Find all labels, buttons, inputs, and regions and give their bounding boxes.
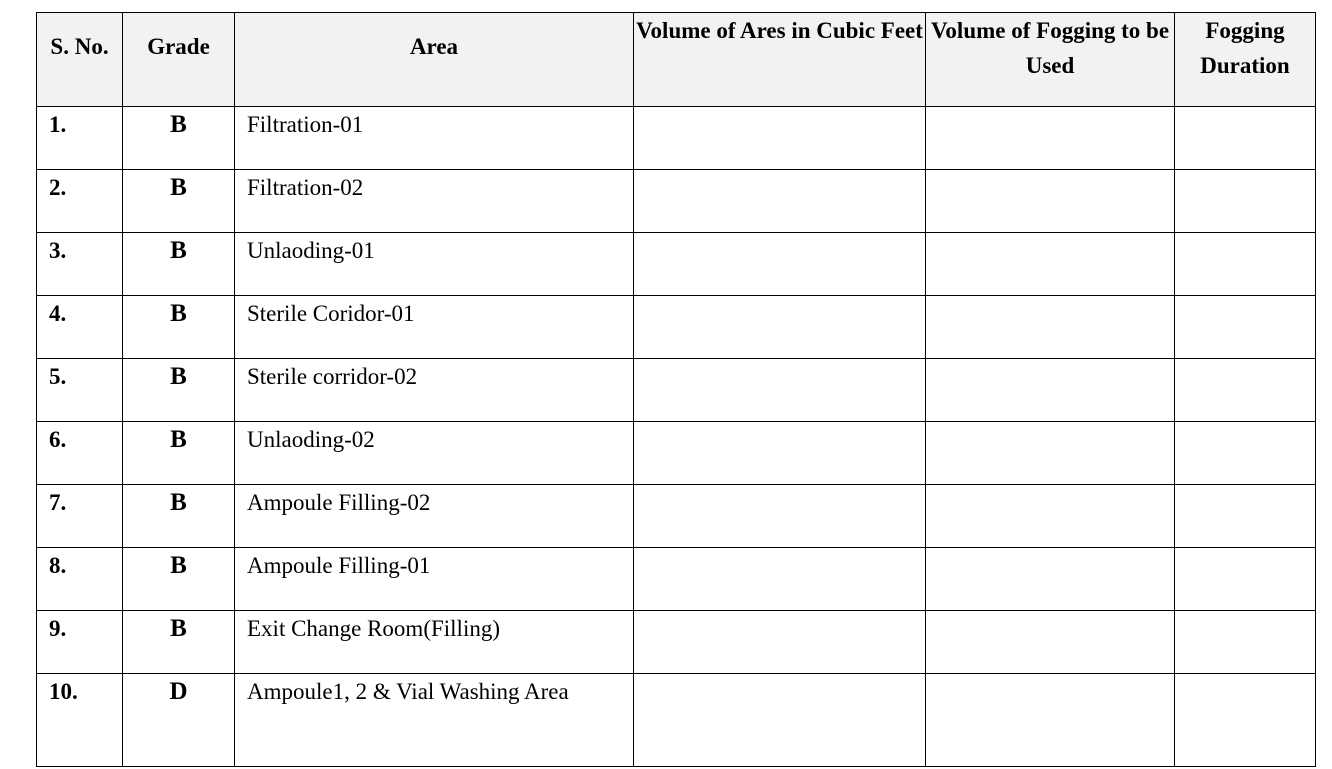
cell-area: Unlaoding-02 xyxy=(235,422,634,485)
table-header-row xyxy=(37,13,1316,107)
cell-area: Sterile Coridor-01 xyxy=(235,296,634,359)
header-grade: Grade xyxy=(123,13,235,107)
cell-grade: B xyxy=(123,107,235,170)
header-sno: S. No. xyxy=(37,13,123,107)
table-row xyxy=(37,107,1316,170)
cell-fogging-duration xyxy=(1175,107,1316,170)
cell-volume-area xyxy=(634,359,926,422)
cell-sno: 1. xyxy=(37,107,123,170)
cell-area: Ampoule Filling-02 xyxy=(235,485,634,548)
cell-fogging-duration xyxy=(1175,422,1316,485)
header-area: Area xyxy=(235,13,634,107)
header-volume-area: Volume of Ares in Cubic Feet xyxy=(634,13,926,107)
cell-fogging-duration xyxy=(1175,674,1316,767)
cell-volume-area xyxy=(634,485,926,548)
cell-volume-fogging xyxy=(926,674,1175,767)
cell-sno: 3. xyxy=(37,233,123,296)
cell-sno: 2. xyxy=(37,170,123,233)
cell-volume-fogging xyxy=(926,296,1175,359)
cell-sno: 6. xyxy=(37,422,123,485)
table-row xyxy=(37,296,1316,359)
cell-grade: B xyxy=(123,296,235,359)
table-row xyxy=(37,674,1316,767)
cell-volume-fogging xyxy=(926,611,1175,674)
cell-grade: B xyxy=(123,548,235,611)
cell-volume-fogging xyxy=(926,422,1175,485)
cell-volume-area xyxy=(634,233,926,296)
table-row xyxy=(37,170,1316,233)
fogging-schedule-table xyxy=(36,12,1316,767)
cell-volume-fogging xyxy=(926,359,1175,422)
cell-volume-fogging xyxy=(926,233,1175,296)
cell-fogging-duration xyxy=(1175,296,1316,359)
table-row xyxy=(37,359,1316,422)
cell-grade: B xyxy=(123,611,235,674)
cell-area: Sterile corridor-02 xyxy=(235,359,634,422)
cell-area: Filtration-01 xyxy=(235,107,634,170)
cell-sno: 7. xyxy=(37,485,123,548)
cell-sno: 8. xyxy=(37,548,123,611)
header-volume-fogging: Volume of Fogging to be Used xyxy=(926,13,1175,107)
cell-volume-fogging xyxy=(926,485,1175,548)
cell-volume-fogging xyxy=(926,548,1175,611)
cell-volume-fogging xyxy=(926,170,1175,233)
cell-fogging-duration xyxy=(1175,611,1316,674)
cell-volume-area xyxy=(634,170,926,233)
cell-fogging-duration xyxy=(1175,548,1316,611)
cell-grade: B xyxy=(123,170,235,233)
cell-volume-area xyxy=(634,296,926,359)
cell-volume-fogging xyxy=(926,107,1175,170)
cell-volume-area xyxy=(634,674,926,767)
cell-sno: 4. xyxy=(37,296,123,359)
cell-fogging-duration xyxy=(1175,359,1316,422)
cell-area: Unlaoding-01 xyxy=(235,233,634,296)
cell-sno: 9. xyxy=(37,611,123,674)
cell-sno: 5. xyxy=(37,359,123,422)
table-row xyxy=(37,548,1316,611)
table-row xyxy=(37,233,1316,296)
cell-volume-area xyxy=(634,548,926,611)
cell-grade: B xyxy=(123,359,235,422)
cell-sno: 10. xyxy=(37,674,123,767)
cell-grade: D xyxy=(123,674,235,767)
cell-area: Filtration-02 xyxy=(235,170,634,233)
cell-volume-area xyxy=(634,107,926,170)
cell-grade: B xyxy=(123,422,235,485)
cell-area: Exit Change Room(Filling) xyxy=(235,611,634,674)
table-row xyxy=(37,611,1316,674)
cell-volume-area xyxy=(634,611,926,674)
cell-grade: B xyxy=(123,485,235,548)
table-body xyxy=(37,107,1316,767)
cell-volume-area xyxy=(634,422,926,485)
cell-fogging-duration xyxy=(1175,233,1316,296)
table-row xyxy=(37,422,1316,485)
cell-fogging-duration xyxy=(1175,170,1316,233)
header-fogging-duration: Fogging Duration xyxy=(1175,13,1316,107)
table-row xyxy=(37,485,1316,548)
cell-grade: B xyxy=(123,233,235,296)
cell-area: Ampoule1, 2 & Vial Washing Area xyxy=(235,674,634,767)
cell-area: Ampoule Filling-01 xyxy=(235,548,634,611)
cell-fogging-duration xyxy=(1175,485,1316,548)
